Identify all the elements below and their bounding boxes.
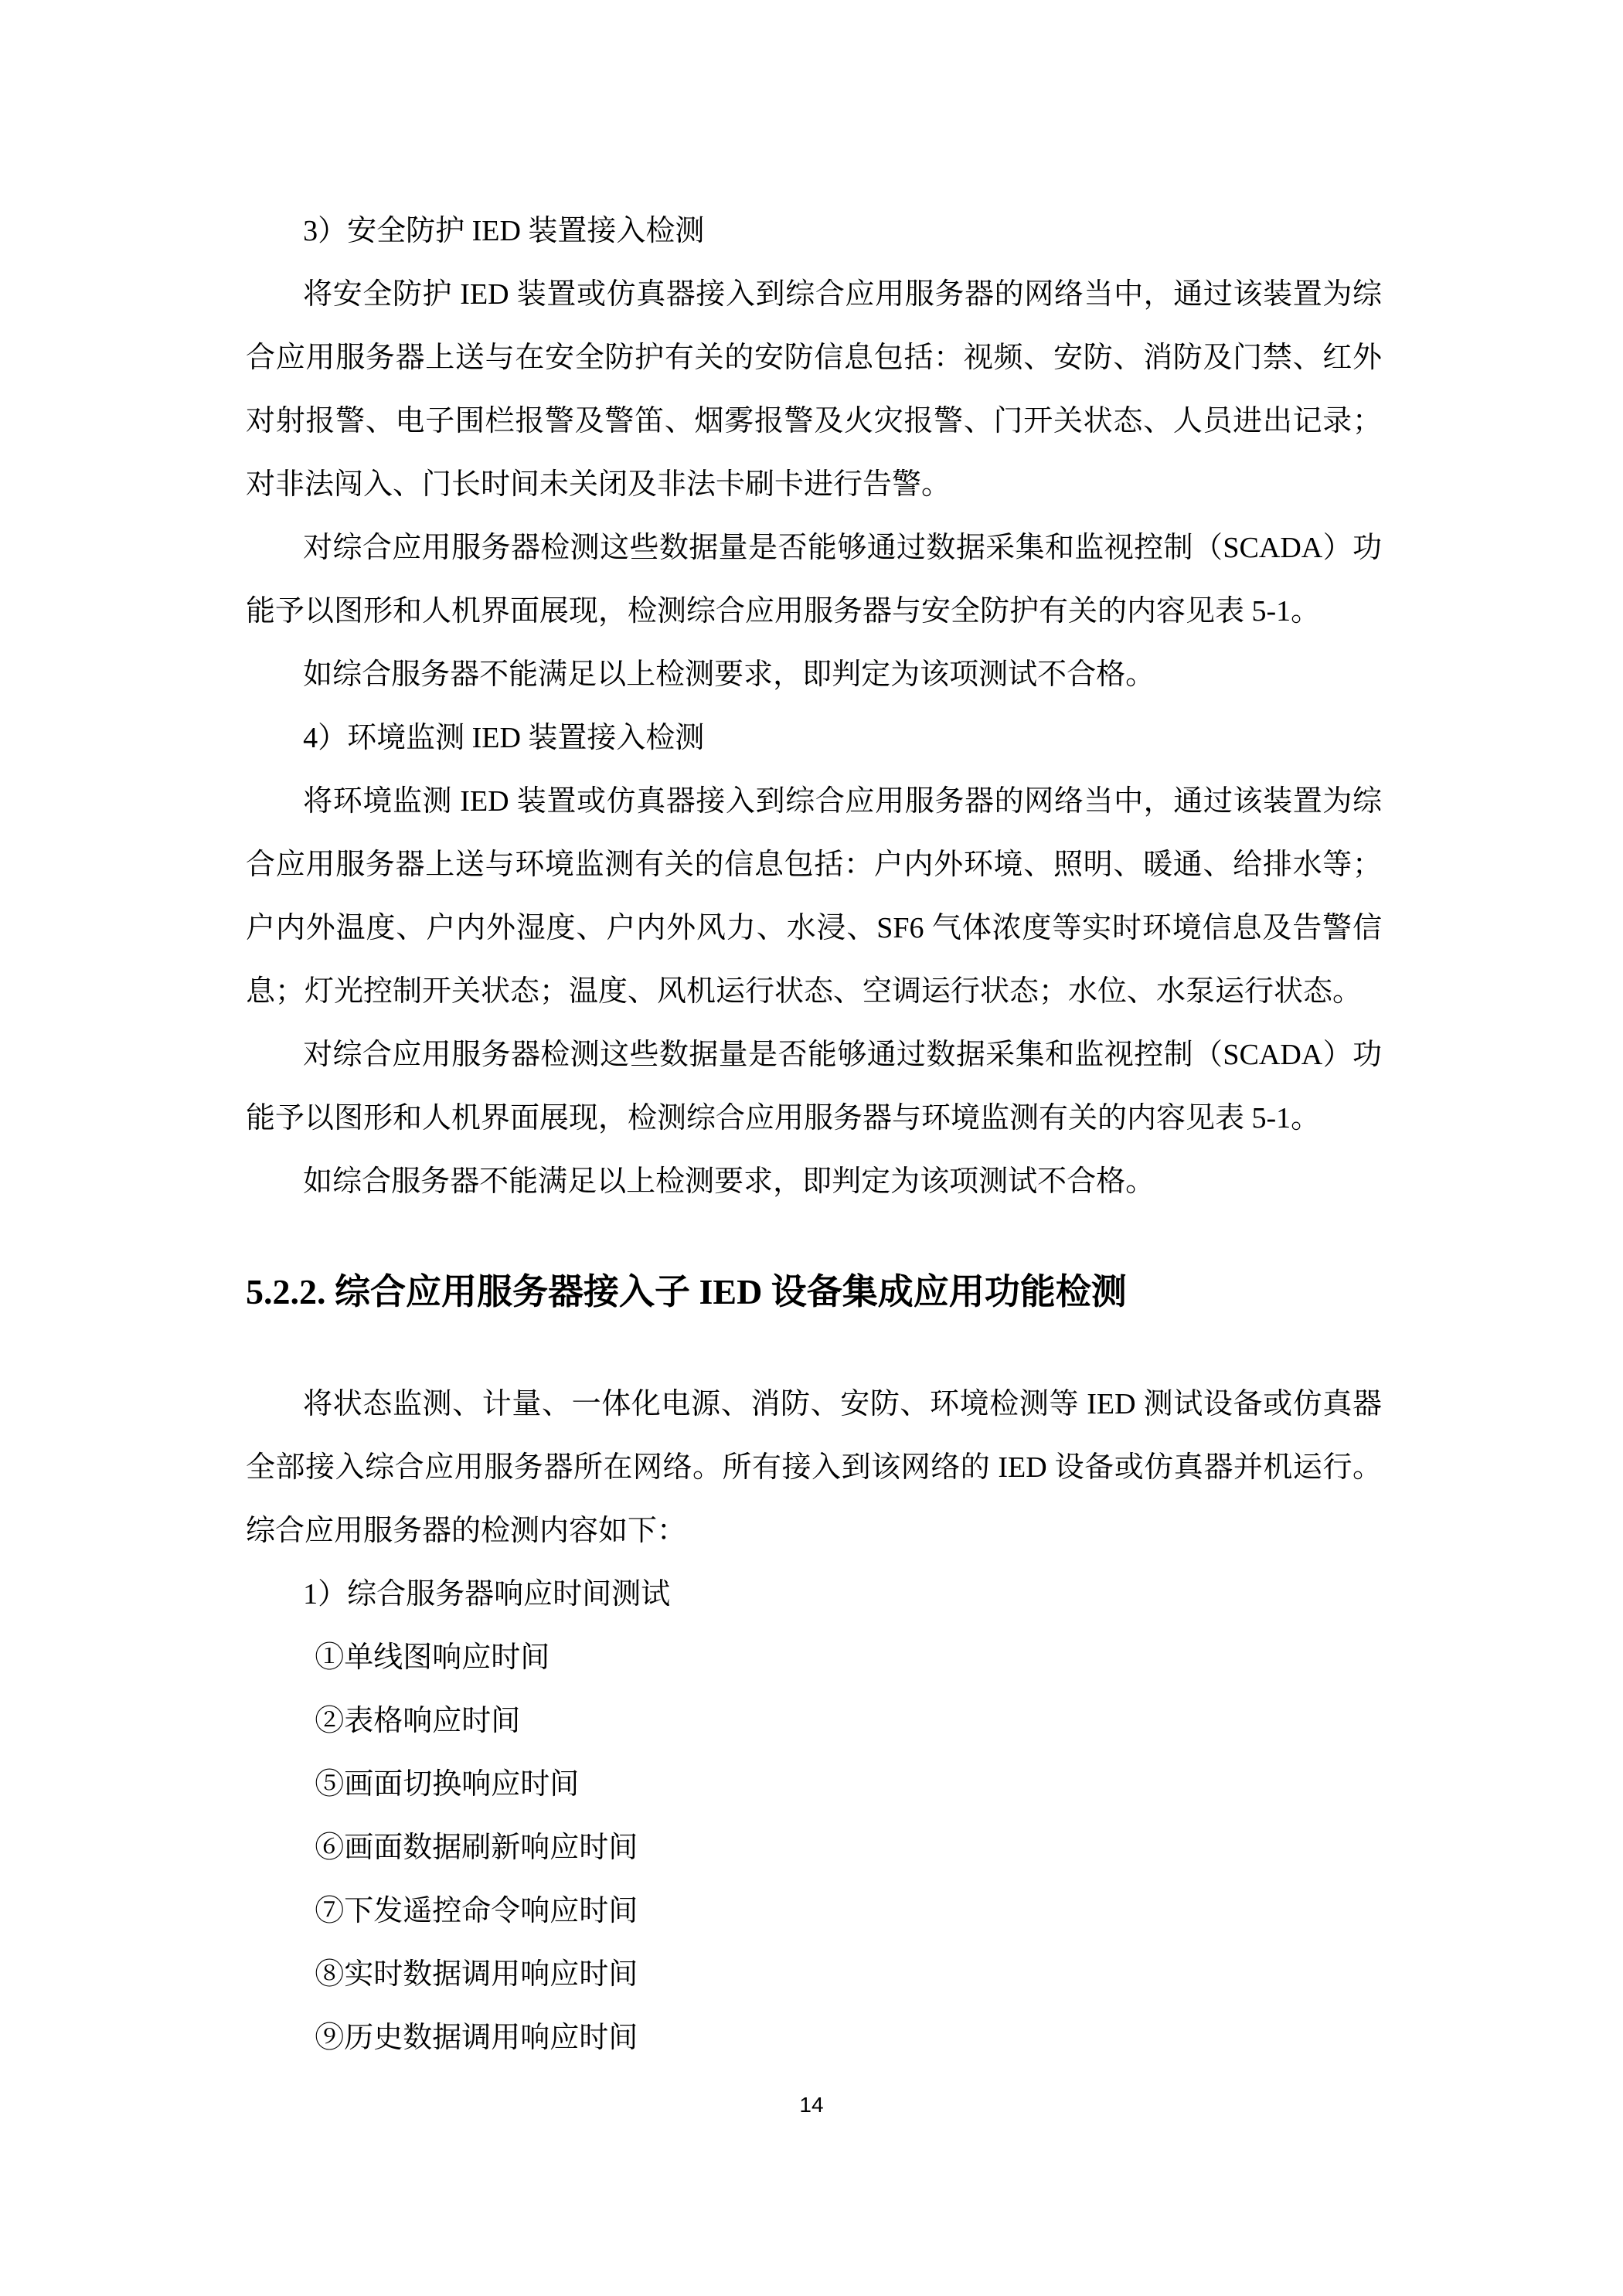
section-heading-5-2-2: 5.2.2. 综合应用服务器接入子 IED 设备集成应用功能检测 [246, 1272, 1127, 1311]
paragraph-security-access: 将安全防护 IED 装置或仿真器接入到综合应用服务器的网络当中，通过该装置为综合应用服务器上送与在安全防护有关的安防信息包括：视频、安防、消防及门禁、红外对射报警、电子围栏报警及警笛、烟雾报警及火灾报警、门开关状态、人员进出记录；对非法闯入、门长时间未关闭及非法卡刷卡进行告警。 [246, 278, 1382, 501]
paragraph-security-scada: 对综合应用服务器检测这些数据量是否能够通过数据采集和监视控制（SCADA）功能予以图形和人机界面展现，检测综合应用服务器与安全防护有关的内容见表 5-1。 [246, 532, 1382, 628]
circled-item-table-response: ②表格响应时间 [315, 1705, 521, 1737]
paragraph-env-access: 将环境监测 IED 装置或仿真器接入到综合应用服务器的网络当中，通过该装置为综合应用服务器上送与环境监测有关的信息包括：户内外环境、照明、暖通、给排水等；户内外温度、户内外湿度、户内外风力、水浸、SF6 气体浓度等实时环境信息及告警信息；灯光控制开关状态；温度、风机运行状态、空调运行状态；水位、水泵运行状态。 [246, 785, 1382, 1008]
list-item-1-response-time-test: 1）综合服务器响应时间测试 [303, 1578, 671, 1611]
circled-item-screen-refresh: ⑥画面数据刷新响应时间 [315, 1832, 638, 1864]
document-body [246, 199, 1382, 2070]
circled-item-screen-switch: ⑤画面切换响应时间 [315, 1768, 580, 1801]
paragraph-env-fail-criteria: 如综合服务器不能满足以上检测要求，即判定为该项测试不合格。 [303, 1165, 1155, 1198]
page-number: 14 [799, 2093, 824, 2117]
list-item-3-security-ied: 3）安全防护 IED 装置接入检测 [303, 215, 705, 247]
circled-item-remote-control: ⑦下发遥控命令响应时间 [315, 1895, 638, 1927]
paragraph-security-fail-criteria: 如综合服务器不能满足以上检测要求，即判定为该项测试不合格。 [303, 658, 1155, 691]
list-item-4-env-ied: 4）环境监测 IED 装置接入检测 [303, 722, 705, 754]
circled-item-history-data: ⑨历史数据调用响应时间 [315, 2022, 638, 2054]
circled-item-realtime-data: ⑧实时数据调用响应时间 [315, 1958, 638, 1991]
paragraph-env-scada: 对综合应用服务器检测这些数据量是否能够通过数据采集和监视控制（SCADA）功能予以图形和人机界面展现，检测综合应用服务器与环境监测有关的内容见表 5-1。 [246, 1039, 1382, 1134]
circled-item-single-line-diagram: ①单线图响应时间 [315, 1641, 550, 1674]
paragraph-integration-intro: 将状态监测、计量、一体化电源、消防、安防、环境检测等 IED 测试设备或仿真器全部接入综合应用服务器所在网络。所有接入到该网络的 IED 设备或仿真器并机运行。综合应用服务器的检测内容如下： [246, 1388, 1382, 1547]
